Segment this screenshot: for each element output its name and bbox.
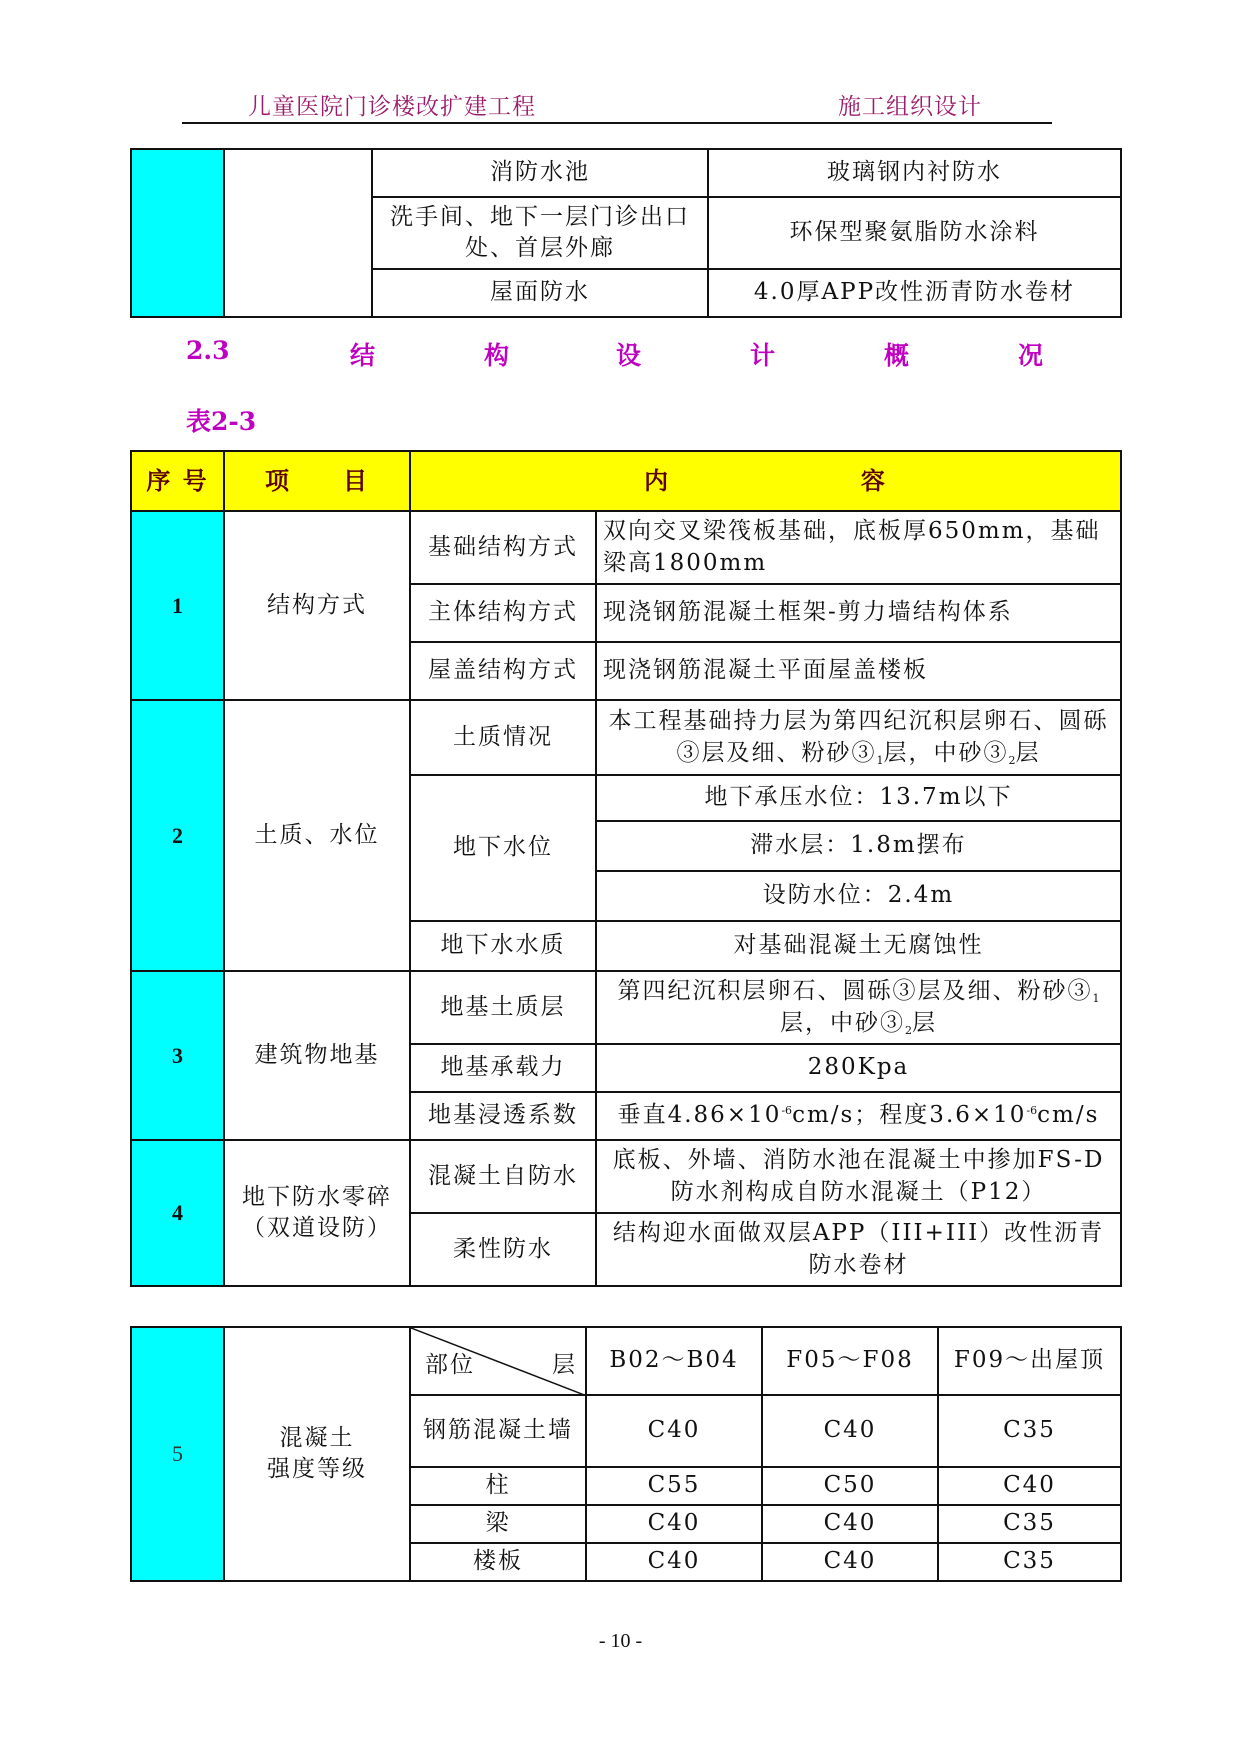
sub-content: 地下承压水位：13.7m以下 — [596, 775, 1121, 821]
header-item: 项 目 — [224, 451, 410, 511]
header-content-char: 容 — [860, 465, 887, 495]
sub-content: 滞水层：1.8m摆布 — [596, 821, 1121, 871]
sub-content: 现浇钢筋混凝土框架-剪力墙结构体系 — [596, 584, 1121, 642]
section-number: 2.3 — [186, 336, 230, 365]
table-row — [131, 511, 1121, 584]
subscript: 1 — [1092, 992, 1100, 1006]
sub-item: 地基承载力 — [410, 1044, 596, 1092]
page-number: - 10 - — [598, 1630, 643, 1652]
waterproof-item-line: 处、首层外廊 — [465, 235, 615, 261]
waterproof-content: 环保型聚氨脂防水涂料 — [708, 197, 1121, 269]
header-seq: 序 号 — [131, 451, 224, 511]
sub-item: 基础结构方式 — [410, 511, 596, 584]
section-title-char: 结 — [350, 341, 376, 370]
superscript: -6 — [781, 1104, 793, 1118]
sub-content: 280Kpa — [596, 1044, 1121, 1092]
group-name-line: （双道设防） — [242, 1215, 392, 1241]
group-number: 3 — [131, 971, 224, 1140]
sub-item: 地基浸透系数 — [410, 1092, 596, 1140]
group-name-line: 强度等级 — [267, 1456, 367, 1482]
concrete-grade-table — [130, 1326, 1122, 1582]
seq-cell — [131, 149, 224, 317]
waterproof-item: 屋面防水 — [372, 269, 708, 317]
table-row — [131, 700, 1121, 775]
group-name: 土质、水位 — [224, 700, 410, 971]
text-part: 本工程基础持力层为第四纪沉积层卵石、圆砾③层及细、粉砂③ — [608, 708, 1109, 766]
grade-cell: C40 — [586, 1543, 762, 1581]
waterproof-continuation-table — [130, 148, 1122, 318]
table-row — [131, 1140, 1121, 1213]
waterproof-item-line: 洗手间、地下一层门诊出口 — [390, 203, 690, 230]
waterproof-item — [372, 197, 708, 269]
section-title-char: 构 — [484, 341, 510, 370]
member-name: 钢筋混凝土墙 — [410, 1395, 586, 1467]
text-part: cm/s；程度3.6×10 — [792, 1102, 1027, 1129]
grade-cell: C50 — [762, 1467, 938, 1505]
sub-content — [596, 700, 1121, 775]
sub-content — [596, 971, 1121, 1044]
grade-cell: C40 — [762, 1543, 938, 1581]
text-part: 层，中砂③ — [883, 739, 1009, 766]
subscript: 2 — [1008, 753, 1016, 767]
group-name — [224, 1327, 410, 1581]
waterproof-content: 4.0厚APP改性沥青防水卷材 — [708, 269, 1121, 317]
grade-cell: C35 — [938, 1543, 1121, 1581]
header-project-title: 儿童医院门诊楼改扩建工程 — [248, 94, 536, 120]
section-title-char: 设 — [616, 341, 642, 370]
table-header-row — [131, 451, 1121, 511]
sub-item: 土质情况 — [410, 700, 596, 775]
waterproof-item: 消防水池 — [372, 149, 708, 197]
sub-content: 底板、外墙、消防水池在混凝土中掺加FS-D防水剂构成自防水混凝土（P12） — [596, 1140, 1121, 1213]
sub-content: 对基础混凝土无腐蚀性 — [596, 921, 1121, 971]
group-name: 结构方式 — [224, 511, 410, 700]
group-number: 1 — [131, 511, 224, 700]
sub-item: 屋盖结构方式 — [410, 642, 596, 700]
sub-item: 混凝土自防水 — [410, 1140, 596, 1213]
table-label: 表2-3 — [186, 407, 257, 436]
member-name: 梁 — [410, 1505, 586, 1543]
section-title-char: 概 — [884, 341, 910, 370]
floor-header: F09～出屋顶 — [938, 1327, 1121, 1395]
corner-part-label: 部位 — [425, 1352, 475, 1378]
item-cell — [224, 149, 372, 317]
table-row — [131, 1327, 1121, 1395]
header-divider — [182, 122, 1052, 124]
sub-content: 双向交叉梁筏板基础，底板厚650mm，基础梁高1800mm — [596, 511, 1121, 584]
grade-cell: C55 — [586, 1467, 762, 1505]
grade-cell: C40 — [762, 1505, 938, 1543]
section-title-char: 计 — [750, 341, 776, 370]
header-doc-title: 施工组织设计 — [838, 94, 982, 120]
text-part: 第四纪沉积层卵石、圆砾③层及细、粉砂③ — [617, 978, 1093, 1005]
sub-item: 主体结构方式 — [410, 584, 596, 642]
grade-cell: C35 — [938, 1505, 1121, 1543]
sub-item: 柔性防水 — [410, 1213, 596, 1286]
floor-header: F05～F08 — [762, 1327, 938, 1395]
subscript: 1 — [876, 753, 884, 767]
group-name-line: 混凝土 — [279, 1424, 355, 1451]
text-part: cm/s — [1037, 1102, 1100, 1129]
sub-content: 结构迎水面做双层APP（III+III）改性沥青防水卷材 — [596, 1213, 1121, 1286]
text-part: 层 — [1015, 739, 1041, 766]
waterproof-content: 玻璃钢内衬防水 — [708, 149, 1121, 197]
corner-header — [410, 1327, 586, 1395]
group-name — [224, 1140, 410, 1286]
sub-content — [596, 1092, 1121, 1140]
floor-header: B02～B04 — [586, 1327, 762, 1395]
text-part: 垂直4.86×10 — [617, 1102, 782, 1129]
subscript: 2 — [905, 1023, 912, 1037]
grade-cell: C35 — [938, 1395, 1121, 1467]
sub-item: 地下水位 — [410, 775, 596, 921]
superscript: -6 — [1026, 1104, 1038, 1118]
sub-content: 设防水位：2.4m — [596, 871, 1121, 921]
group-number: 5 — [131, 1327, 224, 1581]
table-row — [131, 971, 1121, 1044]
header-content-char: 内 — [644, 465, 671, 495]
sub-item: 地下水水质 — [410, 921, 596, 971]
group-number: 2 — [131, 700, 224, 971]
group-number: 4 — [131, 1140, 224, 1286]
corner-floor-label: 层 — [552, 1352, 577, 1378]
sub-content: 现浇钢筋混凝土平面屋盖楼板 — [596, 642, 1121, 700]
group-name: 建筑物地基 — [224, 971, 410, 1140]
text-part: 层 — [912, 1009, 937, 1036]
structure-overview-table — [130, 450, 1122, 1287]
grade-cell: C40 — [938, 1467, 1121, 1505]
header-content — [410, 451, 1121, 511]
text-part: 层，中砂③ — [780, 1009, 905, 1036]
member-name: 楼板 — [410, 1543, 586, 1581]
group-name-line: 地下防水零碎 — [242, 1183, 392, 1210]
section-title-char: 况 — [1018, 341, 1044, 370]
sub-item: 地基土质层 — [410, 971, 596, 1044]
grade-cell: C40 — [586, 1395, 762, 1467]
grade-cell: C40 — [762, 1395, 938, 1467]
member-name: 柱 — [410, 1467, 586, 1505]
grade-cell: C40 — [586, 1505, 762, 1543]
